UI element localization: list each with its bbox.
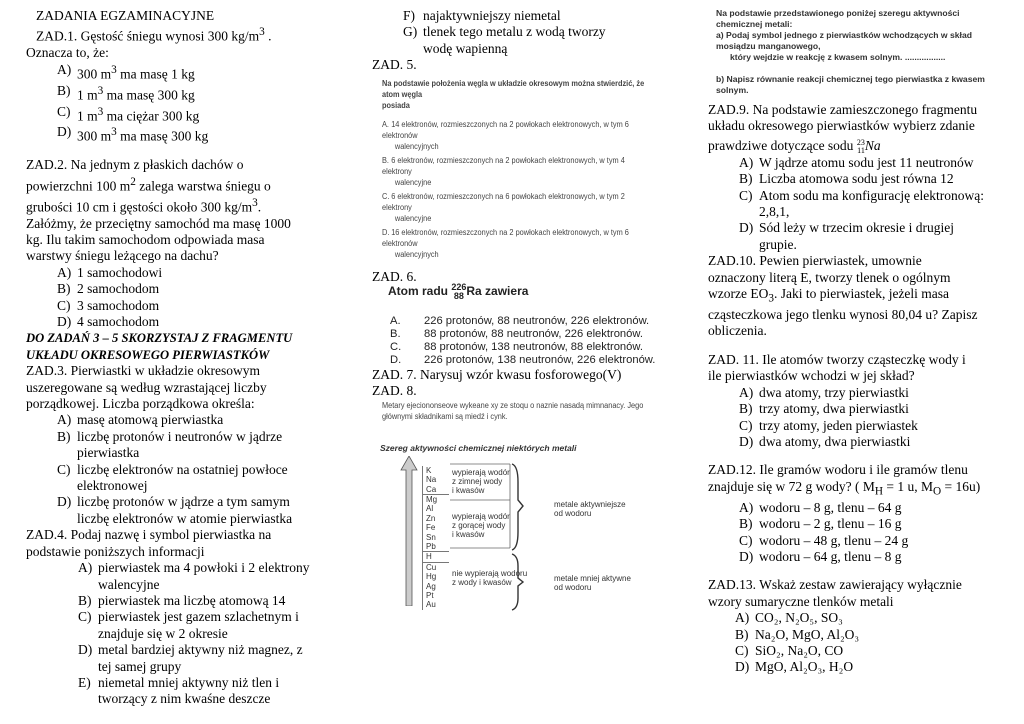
- metal-na: Na: [426, 475, 437, 485]
- metal-ag: Ag: [426, 581, 436, 591]
- zad2-line1: ZAD.2. Na jednym z płaskich dachów o: [26, 157, 244, 173]
- series-title: Szereg aktywności chemicznej niektórych metali: [380, 442, 577, 453]
- zad11-line2: ile pierwiastków wchodzi w jej skład?: [708, 368, 915, 384]
- zad9-line2: układu okresowego pierwiastków wybierz zdanie: [708, 118, 975, 134]
- zad11-option-d: D) dwa atomy, dwa pierwiastki: [739, 433, 911, 449]
- zad4-cont-option-a: F) najaktywniejszy niemetal: [403, 8, 561, 23]
- task-intro: Na podstawie przedstawionego poniżej szeregu aktywności chemicznej metali:: [716, 8, 960, 29]
- zad3-option-b: B) liczbę protonów i neutronów w jądrze pierwiastka: [57, 428, 283, 461]
- zad6-option-c: C. 88 protonów, 138 neutronów, 88 elektronów.: [390, 341, 643, 354]
- metal-ca: Ca: [426, 484, 437, 494]
- zad6-option-a: A. 226 protonów, 88 neutronów, 226 elektronów.: [390, 315, 650, 328]
- zad8-question-2: głównymi składnikami są miedź i cynk.: [382, 411, 508, 421]
- zad4-line2: podstawie poniższych informacji: [26, 543, 205, 559]
- zad13-line1: ZAD.13. Wskaż zestaw zawierający wyłącznie: [708, 577, 962, 593]
- note-line2: UKŁADU OKRESOWEGO PIERWIASTKÓW: [26, 347, 270, 362]
- column-3: [708, 8, 1008, 676]
- column-1: [26, 8, 344, 708]
- zad6-title: Atom radu 226 88 Ra zawiera: [388, 282, 529, 302]
- zad5-label: ZAD. 5.: [372, 57, 417, 73]
- zad9-option-d: D) Sód leży w trzecim okresie i drugiej grupie.: [739, 220, 954, 252]
- activity-series-figure: [372, 426, 672, 610]
- bracket-2-label: metale mniej aktywne od wodoru: [554, 573, 631, 592]
- zad2-line5: kg. Ilu takim samochodom odpowiada masa: [26, 231, 265, 247]
- zad3-option-a: A) masę atomową pierwiastka: [57, 412, 224, 428]
- zad4-option-e: E) niemetal mniej aktywny niż tlen i tworzący z nim kwaśne deszcze: [78, 674, 280, 707]
- zad3-option-c: C) liczbę elektronów na ostatniej powłoce elektronowej: [57, 461, 288, 494]
- zad2-line2: powierzchni 100 $m^2$ zalega warstwa śniegu o: [26, 175, 271, 194]
- col3-scan-task: [716, 8, 1008, 96]
- zad4-option-d: D) metal bardziej aktywny niż magnez, z tej samej grupy: [78, 642, 303, 674]
- zad6-label: ZAD. 6.: [372, 268, 417, 284]
- column-2: [372, 8, 672, 610]
- group-1-text: wypierają wodór z zimnej wody i kwasów: [452, 467, 510, 495]
- zad11-option-a: A) dwa atomy, trzy pierwiastki: [739, 384, 909, 400]
- zad6-option-d: D. 226 protonów, 138 neutronów, 226 elektronów.: [390, 354, 656, 367]
- zad10-line1: ZAD.10. Pewien pierwiastek, umownie: [708, 253, 922, 269]
- zad10-line2: oznaczony literą E, tworzy tlenek o ogólnym: [708, 269, 951, 285]
- sodium-isotope: 23 11: [856, 137, 865, 155]
- zad5-question-1: Na podstawie położenia węgla w układzie okresowym można stwierdzić, że atom węgla: [382, 78, 645, 99]
- metal-sn: Sn: [426, 532, 436, 542]
- zad10-line3: wzorze $EO_3$. Jaki to pierwiastek, jeżeli masa: [708, 285, 950, 305]
- zad4-option-b: B) pierwiastek ma liczbę atomową 14: [78, 592, 286, 608]
- zad13-option-c: C) SiO₂, Na₂O, CO: [735, 643, 844, 659]
- zad1-option-b: B) 1 $m^3$ ma masę 300 kg: [57, 82, 195, 103]
- metal-au: Au: [426, 600, 436, 610]
- zad9-option-a: A) W jądrze atomu sodu jest 11 neutronów: [739, 154, 974, 170]
- task-b: b) Napisz równanie reakcji chemicznej tego pierwiastka z kwasem solnym.: [716, 74, 985, 95]
- zad11-option-b: B) trzy atomy, dwa pierwiastki: [739, 401, 909, 417]
- zad4-line1: ZAD.4. Podaj nazwę i symbol pierwiastka na: [26, 527, 272, 543]
- zad12-line1: ZAD.12. Ile gramów wodoru i ile gramów tlenu: [708, 462, 968, 478]
- zad2-option-d: D) 4 samochodom: [57, 314, 160, 329]
- zad5-scan: [382, 78, 672, 263]
- zad11-option-c: C) trzy atomy, jeden pierwiastek: [739, 417, 918, 433]
- zad5-option-b: B. 6 elektronów, rozmieszczonych na 2 powłokach elektronowych, w tym 4 elektrony walencyjne: [382, 155, 625, 187]
- zad3-line3: porządkowej. Liczba porządkowa określa:: [26, 396, 255, 412]
- zad8-question-1: Metary ejeciononseove wykeane xy ze stoqu o naznie nasadą mimnanacy. Jego: [382, 400, 644, 410]
- zad3-line1: ZAD.3. Pierwiastki w układzie okresowym: [26, 363, 260, 379]
- zad4-cont-option-b: G) tlenek tego metalu z wodą tworzy wodę wapienną: [403, 24, 606, 56]
- zad9-line1: ZAD.9. Na podstawie zamieszczonego fragmentu: [708, 102, 978, 117]
- zad2-line4: Załóżmy, że przeciętny samochód ma masę 1000: [26, 215, 291, 231]
- zad6-option-b: B. 88 protonów, 88 neutronów, 226 elektronów.: [390, 328, 643, 341]
- zad12-option-a: A) wodoru – 8 g, tlenu – 64 g: [739, 499, 902, 515]
- metal-fe: Fe: [426, 523, 436, 533]
- zad1-option-a: A) 300 $m^3$ ma masę 1 kg: [57, 61, 195, 82]
- metal-al: Al: [426, 504, 434, 514]
- task-a: a) Podaj symbol jednego z pierwiastków wchodzących w skład mosiądzu manganowego,: [716, 30, 972, 51]
- zad2-option-c: C) 3 samochodom: [57, 297, 160, 313]
- zad7: ZAD. 7. Narysuj wzór kwasu fosforowego(V): [372, 367, 622, 383]
- zad5-question-2: posiada: [382, 100, 410, 110]
- zad12-option-b: B) wodoru – 2 g, tlenu – 16 g: [739, 516, 902, 532]
- zad13-option-a: A) CO₂, N₂O₅, SO₃: [735, 610, 843, 626]
- note-line1: DO ZADAŃ 3 – 5 SKORZYSTAJ Z FRAGMENTU: [26, 331, 293, 346]
- zad3-option-d: D) liczbę protonów w jądrze a tym samym liczbę elektronów w atomie pierwiastka: [57, 494, 293, 526]
- task-a-cont: który wejdzie w reakcję z kwasem solnym. .................: [730, 52, 946, 62]
- zad1-line1: ZAD.1. Gęstość śniegu wynosi 300 $kg/m^3$ .: [36, 26, 272, 44]
- metal-cu: Cu: [426, 562, 437, 572]
- zad13-line2: wzory sumaryczne tlenków metali: [708, 593, 894, 609]
- zad1-option-c: C) 1 $m^3$ ma ciężar 300 kg: [57, 103, 200, 124]
- metal-h: H: [423, 551, 449, 562]
- arrow-up-icon: [400, 456, 418, 606]
- zad9-line3: prawdziwe dotyczące sodu 23 11Na: [708, 137, 881, 155]
- zad5-option-c: C. 6 elektronów, rozmieszczonych na 6 powłokach elektronowych, w tym 2 elektrony walencyjne: [382, 191, 625, 223]
- zad8-scan: [382, 400, 672, 422]
- metal-hg: Hg: [426, 572, 437, 582]
- zad2-option-a: A) 1 samochodowi: [57, 264, 163, 280]
- group-2-text: wypierają wodór z gorącej wody i kwasów: [452, 511, 510, 539]
- zad5-option-d: D. 16 elektronów, rozmieszczonych na 2 powłokach elektronowych, w tym 6 elektronów walencyjnych: [382, 227, 629, 259]
- zad10-line4: cząsteczkowa jego tlenku wynosi 80,04 u? Zapisz: [708, 307, 978, 323]
- zad4-option-a: A) pierwiastek ma 4 powłoki i 2 elektrony walencyjne: [78, 560, 310, 592]
- metal-mg: Mg: [423, 494, 449, 504]
- zad2-line3: grubości 10 cm i gęstości około 300 $kg/m^3$.: [26, 196, 262, 215]
- zad2-line6: warstwy śniegu leżącego na dachu?: [26, 248, 219, 264]
- zad9-option-c: C) Atom sodu ma konfigurację elektronową: 2,8,1,: [739, 187, 984, 219]
- zad9-option-b: B) Liczba atomowa sodu jest równa 12: [739, 171, 954, 187]
- brackets: [450, 462, 550, 612]
- zad3-line2: uszeregowane są według wzrastającej liczby: [26, 379, 267, 395]
- page-header: ZADANIA EGZAMINACYJNE: [36, 8, 215, 23]
- zad11-line1: ZAD. 11. Ile atomów tworzy cząsteczkę wody i: [708, 351, 966, 367]
- zad1-line2: Oznacza to, że:: [26, 45, 109, 61]
- metal-pb: Pb: [426, 541, 436, 551]
- zad4-option-c: C) pierwiastek jest gazem szlachetnym i znajduje się w 2 okresie: [78, 609, 299, 641]
- zad1-option-d: D) 300 $m^3$ ma masę 300 kg: [57, 124, 209, 144]
- zad5-option-a: A. 14 elektronów, rozmieszczonych na 2 powłokach elektronowych, w tym 6 elektronów walencyjnych: [382, 119, 629, 151]
- metal-pt: Pt: [426, 590, 434, 600]
- group-3-text: nie wypierają wodoru z wody i kwasów: [452, 568, 528, 587]
- metal-k: K: [426, 465, 432, 475]
- zad8-label: ZAD. 8.: [372, 383, 417, 399]
- zad2-option-b: B) 2 samochodom: [57, 281, 160, 297]
- zad12-option-d: D) wodoru – 64 g, tlenu – 8 g: [739, 549, 902, 565]
- metal-zn: Zn: [426, 513, 436, 523]
- zad12-option-c: C) wodoru – 48 g, tlenu – 24 g: [739, 532, 909, 548]
- radium-isotope: 226 88: [451, 282, 467, 302]
- zad13-option-b: B) Na₂O, MgO, Al₂O₃: [735, 626, 860, 642]
- zad12-line2: znajduje się w 72 g wody? ( $M_H = 1$ u, $M_O = 16u$): [708, 478, 981, 498]
- zad13-option-d: D) MgO, Al₂O₃, H₂O: [735, 659, 854, 675]
- bracket-1-label: metale aktywniejsze od wodoru: [554, 499, 626, 518]
- zad10-line5: obliczenia.: [708, 323, 767, 339]
